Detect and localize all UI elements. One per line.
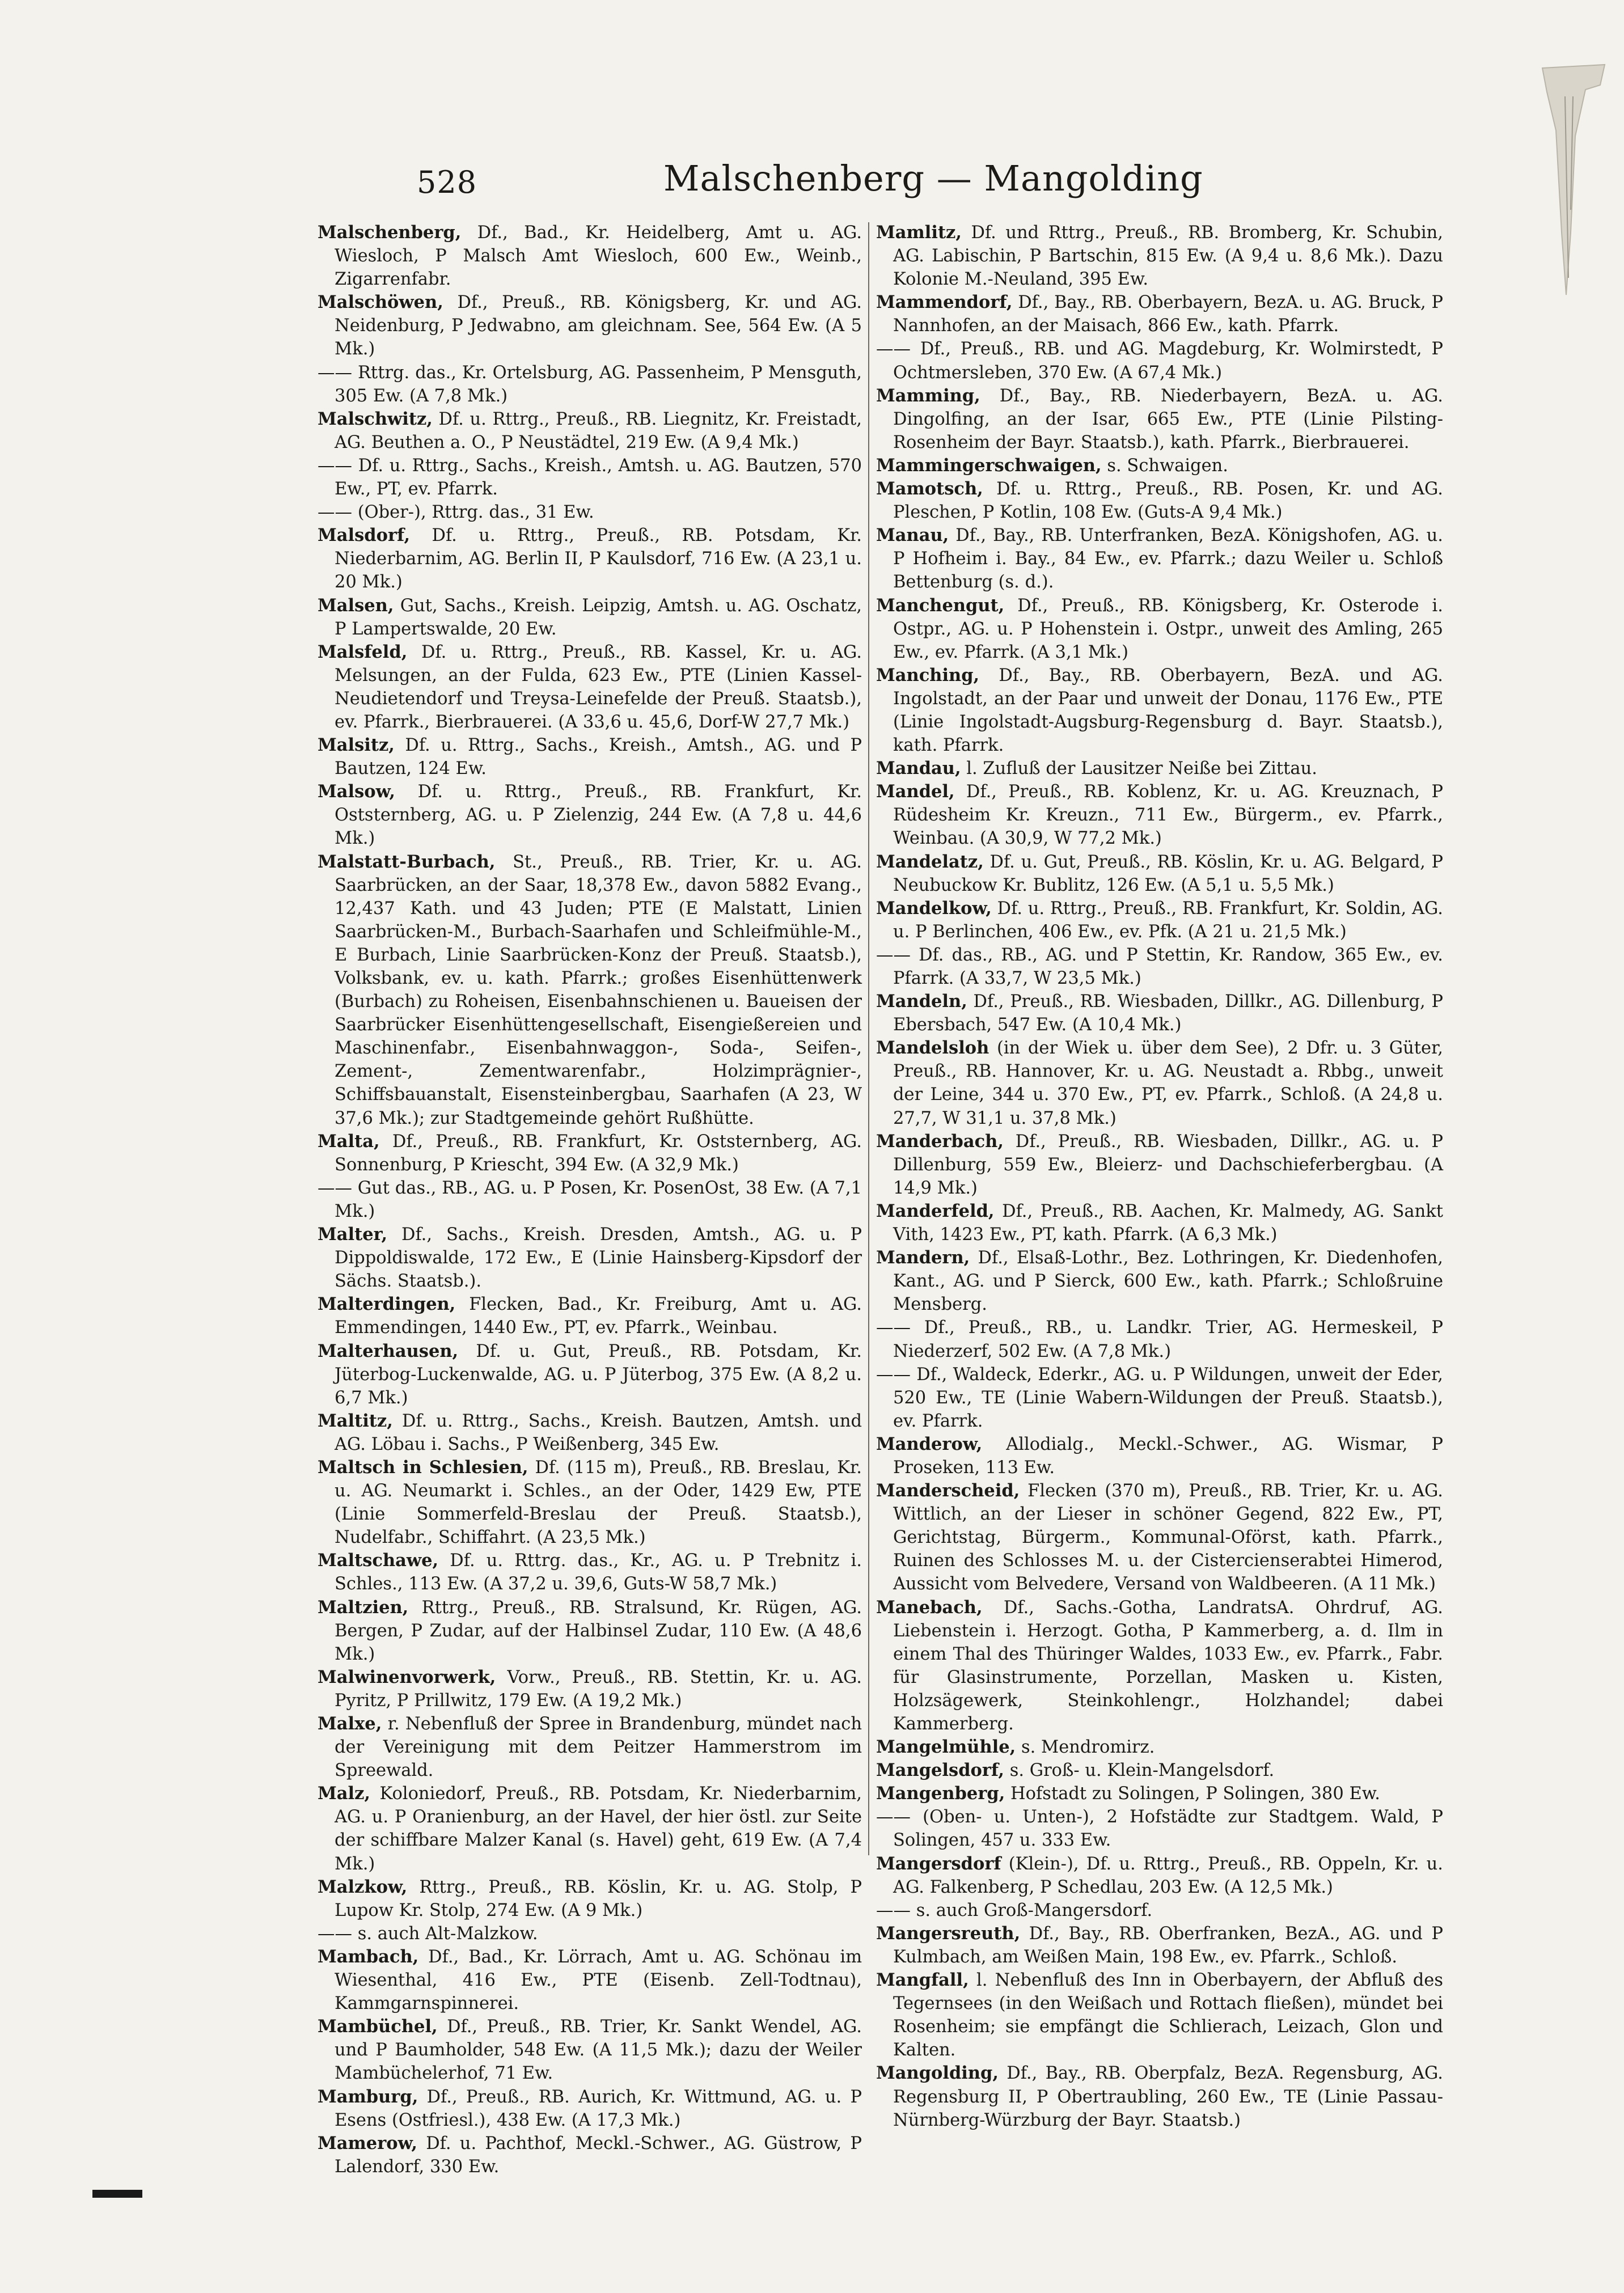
entry-headword: Mangfall, <box>876 1970 969 1991</box>
gazetteer-entry <box>318 454 862 501</box>
gazetteer-entry <box>318 1130 862 1177</box>
entry-text: —— (Oben- u. Unten-), 2 Hofstädte zur Stadtgem. Wald, P Solingen, 457 u. 333 Ew. <box>876 1807 1443 1851</box>
entry-text: —— Df., Preuß., RB. und AG. Magdeburg, Kr. Wolmirstedt, P Ochtmersleben, 370 Ew. (A 67,4 Mk.) <box>876 339 1443 383</box>
gazetteer-entry <box>318 1456 862 1549</box>
entry-text: l. Zufluß der Lausitzer Neiße bei Zittau. <box>961 759 1317 779</box>
entry-text: Df. u. Rttrg., Sachs., Kreish. Bautzen, Amtsh. und AG. Löbau i. Sachs., P Weißenberg, 345 Ew. <box>335 1411 862 1454</box>
entry-headword: Maltsch in Schlesien, <box>318 1457 528 1478</box>
gazetteer-entry <box>318 291 862 361</box>
gazetteer-entry <box>876 2062 1443 2131</box>
entry-headword: Malsow, <box>318 781 396 802</box>
entry-text: —— Df., Preuß., RB., u. Landkr. Trier, AG. Hermeskeil, P Niederzerf, 502 Ew. (A 7,8 Mk.) <box>876 1318 1443 1361</box>
gazetteer-entry <box>318 1596 862 1666</box>
entry-headword: Mammendorf, <box>876 292 1013 313</box>
entry-text: Df. u. Rttrg., Preuß., RB. Frankfurt, Kr. Soldin, AG. u. P Berlinchen, 406 Ew., ev. Pfk. (A 21 u. 21,5 Mk.) <box>893 898 1443 942</box>
gazetteer-entry <box>318 1782 862 1875</box>
entry-text: Df. u. Gut, Preuß., RB. Köslin, Kr. u. AG. Belgard, P Neubuckow Kr. Bublitz, 126 Ew. (A 5,1 u. 5,5 Mk.) <box>893 852 1443 895</box>
entry-text: —— s. auch Alt-Malzkow. <box>318 1923 538 1944</box>
entry-text: Df. u. Rttrg., Preuß., RB. Frankfurt, Kr. Oststernberg, AG. u. P Zielenzig, 244 Ew. (A 7,8 u. 44,6 Mk.) <box>335 782 862 849</box>
entry-text: Flecken (370 m), Preuß., RB. Trier, Kr. u. AG. Wittlich, an der Lieser in schöner Gegend, 822 Ew., PT, Gerichtstag, Bürgerm., Kommunal-Oförst, kath. Pfarrk., Ruinen des Schlosses M. u. der Cistercienserabtei Himerod, Aussicht vom Belvedere, Versand von Waldbeeren. (A 11 Mk.) <box>893 1481 1443 1594</box>
gazetteer-entry <box>876 1782 1443 1805</box>
entry-text: Df. u. Rttrg. das., Kr., AG. u. P Trebnitz i. Schles., 113 Ew. (A 37,2 u. 39,6, Guts-W 58,7 Mk.) <box>335 1551 862 1594</box>
gazetteer-entry <box>318 1549 862 1596</box>
gazetteer-entry <box>318 1945 862 2015</box>
entry-text: Df. u. Rttrg., Sachs., Kreish., Amtsh., AG. und P Bautzen, 124 Ew. <box>335 735 862 779</box>
entry-headword: Maltitz, <box>318 1410 393 1431</box>
gazetteer-entry <box>876 1852 1443 1899</box>
entry-text: Df. u. Rttrg., Preuß., RB. Kassel, Kr. u. AG. Melsungen, an der Fulda, 623 Ew., PTE (Linien Kassel-Neudietendorf und Treysa-Leinefelde der Preuß. Staatsb.), ev. Pfarrk., Bierbrauerei. (A 33,6 u. 45,6, Dorf-W 27,7 Mk.) <box>335 642 862 732</box>
entry-headword: Mandeln, <box>876 991 967 1012</box>
gazetteer-entry <box>876 1363 1443 1433</box>
gazetteer-entry <box>876 221 1443 291</box>
entry-text: St., Preuß., RB. Trier, Kr. u. AG. Saarbrücken, an der Saar, 18,378 Ew., davon 5882 Evang., 12,437 Kath. und 43 Juden; PTE (E Malstatt, Linien Saarbrücken-M., Burbach-Saarhafen und Schleifmühle-M., E Burbach, Linie Saarbrücken-Konz der Preuß. Staatsb.), Volksbank, ev. u. kath. Pfarrk.; großes Eisenhüttenwerk (Burbach) zu Roheisen, Eisenbahnschienen u. Baueisen der Saarbrücker Eisenhüttengesellschaft, Eisengießereien und Maschinenfabr., Eisenbahnwaggon-, Soda-, Seifen-, Zement-, Zementwarenfabr., Holzimprägnier-, Schiffsbauanstalt, Eisensteinbergbau, Saarhafen (A 23, W 37,6 Mk.); zur Stadtgemeinde gehört Rußhütte. <box>335 852 862 1128</box>
entry-headword: Malz, <box>318 1783 371 1804</box>
entry-text: Df., Preuß., RB. Trier, Kr. Sankt Wendel, AG. und P Baumholder, 548 Ew. (A 11,5 Mk.); dazu der Weiler Mambüchelerhof, 71 Ew. <box>335 2017 862 2084</box>
entry-text: Df., Bay., RB. Oberpfalz, BezA. Regensburg, AG. Regensburg II, P Obertraubling, 260 Ew., TE (Linie Passau-Nürnberg-Würzburg der Bayr. Staatsb.) <box>893 2063 1443 2130</box>
entry-text: Df., Preuß., RB. Königsberg, Kr. Osterode i. Ostpr., AG. u. P Hohenstein i. Ostpr., unweit des Amling, 265 Ew., ev. Pfarrk. (A 3,1 Mk.) <box>893 595 1443 662</box>
gazetteer-entry <box>876 897 1443 944</box>
entry-text: Df. u. Gut, Preuß., RB. Potsdam, Kr. Jüterbog-Luckenwalde, AG. u. P Jüterbog, 375 Ew. (A 8,2 u. 6,7 Mk.) <box>335 1341 862 1408</box>
entry-text: —— Rttrg. das., Kr. Ortelsburg, AG. Passenheim, P Mensguth, 305 Ew. (A 7,8 Mk.) <box>318 362 862 406</box>
entry-text: —— Gut das., RB., AG. u. P Posen, Kr. PosenOst, 38 Ew. (A 7,1 Mk.) <box>318 1178 862 1221</box>
entry-text: Df., Bay., RB. Oberfranken, BezA., AG. und P Kulmbach, am Weißen Main, 198 Ew., ev. Pfarrk., Schloß. <box>893 1923 1443 1967</box>
gazetteer-entry <box>876 944 1443 990</box>
entry-text: r. Nebenfluß der Spree in Brandenburg, mündet nach der Vereinigung mit dem Peitzer Hammerstrom im Spreewald. <box>335 1714 862 1781</box>
entry-headword: Mamlitz, <box>876 222 962 243</box>
gazetteer-entry <box>876 1316 1443 1363</box>
entry-text: Df., Preuß., RB. Frankfurt, Kr. Oststernberg, AG. Sonnenburg, P Kriescht, 394 Ew. (A 32,9 Mk.) <box>335 1131 862 1175</box>
gazetteer-entry <box>876 664 1443 757</box>
gazetteer-entry <box>318 1177 862 1223</box>
entry-headword: Malterdingen, <box>318 1294 456 1315</box>
gazetteer-entry <box>876 454 1443 477</box>
entry-headword: Mamming, <box>876 385 980 406</box>
gazetteer-entry <box>876 1969 1443 2062</box>
gazetteer-entry <box>876 780 1443 850</box>
entry-text: Df., Bay., RB. Oberbayern, BezA. u. AG. Bruck, P Nannhofen, an der Maisach, 866 Ew., kath. Pfarrk. <box>893 293 1443 336</box>
entry-text: Koloniedorf, Preuß., RB. Potsdam, Kr. Niederbarnim, AG. u. P Oranienburg, an der Havel, der hier östl. zur Seite der schiffbare Malzer Kanal (s. Havel) geht, 619 Ew. (A 7,4 Mk.) <box>335 1784 862 1874</box>
entry-headword: Mandelkow, <box>876 898 992 919</box>
entry-text: (Klein-), Df. u. Rttrg., Preuß., RB. Oppeln, Kr. u. AG. Falkenberg, P Schedlau, 203 Ew. (A 12,5 Mk.) <box>893 1854 1443 1897</box>
gazetteer-entry <box>876 1246 1443 1316</box>
entry-text: s. Schwaigen. <box>1101 455 1229 476</box>
entry-headword: Malstatt-Burbach, <box>318 851 496 872</box>
entry-headword: Malzkow, <box>318 1876 408 1897</box>
gazetteer-entry <box>318 2085 862 2132</box>
gazetteer-entry <box>318 594 862 641</box>
entry-headword: Mandel, <box>876 781 955 802</box>
entry-text: Hofstadt zu Solingen, P Solingen, 380 Ew. <box>1005 1784 1380 1804</box>
entry-text: Df., Preuß., RB. Wiesbaden, Dillkr., AG. Dillenburg, P Ebersbach, 547 Ew. (A 10,4 Mk.) <box>893 992 1443 1035</box>
entry-text: Df., Bay., RB. Oberbayern, BezA. und AG. Ingolstadt, an der Paar und unweit der Donau, 1176 Ew., PTE (Linie Ingolstadt-Augsburg-Regensburg d. Bayr. Staatsb.), kath. Pfarrk. <box>893 665 1443 756</box>
entry-headword: Malta, <box>318 1131 380 1152</box>
entry-text: s. Mendromirz. <box>1016 1737 1155 1758</box>
gazetteer-entry <box>876 1805 1443 1852</box>
entry-text: Df., Preuß., RB. Koblenz, Kr. u. AG. Kreuznach, P Rüdesheim Kr. Kreuzn., 711 Ew., Bürgerm., ev. Pfarrk., Weinbau. (A 30,9, W 77,2 Mk.) <box>893 782 1443 849</box>
entry-headword: Manau, <box>876 525 949 546</box>
gazetteer-entry <box>876 757 1443 780</box>
page-number: 528 <box>417 164 477 200</box>
gazetteer-entry <box>318 524 862 594</box>
entry-headword: Mandelatz, <box>876 851 984 872</box>
entry-headword: Mangolding, <box>876 2063 999 2084</box>
entry-headword: Manderow, <box>876 1433 983 1454</box>
gazetteer-entry <box>876 337 1443 384</box>
gazetteer-entry <box>318 641 862 734</box>
entry-headword: Mammingerschwaigen, <box>876 455 1102 476</box>
entry-headword: Mamotsch, <box>876 479 983 500</box>
gazetteer-entry <box>318 408 862 454</box>
entry-text: Df. (115 m), Preuß., RB. Breslau, Kr. u. AG. Neumarkt i. Schles., an der Oder, 1429 Ew, PTE (Linie Sommerfeld-Breslau der Preuß. Staatsb.), Nudelfabr., Schiffahrt. (A 23,5 Mk.) <box>335 1457 862 1548</box>
entry-headword: Mamerow, <box>318 2133 418 2154</box>
entry-headword: Malsfeld, <box>318 641 408 662</box>
entry-headword: Mangersdorf <box>876 1853 1001 1874</box>
entry-headword: Manderscheid, <box>876 1480 1020 1501</box>
gazetteer-entry <box>318 1410 862 1456</box>
gazetteer-entry <box>318 851 862 1130</box>
gazetteer-entry <box>318 2132 862 2178</box>
entry-headword: Mangersreuth, <box>876 1923 1021 1944</box>
entry-headword: Maltzien, <box>318 1597 409 1618</box>
entry-headword: Mandau, <box>876 758 961 779</box>
entry-text: Flecken, Bad., Kr. Freiburg, Amt u. AG. Emmendingen, 1440 Ew., PT, ev. Pfarrk., Weinbau. <box>335 1294 862 1338</box>
entry-headword: Malsdorf, <box>318 525 411 546</box>
entry-text: Df., Bay., RB. Niederbayern, BezA. u. AG. Dingolfing, an der Isar, 665 Ew., PTE (Linie Pilsting-Rosenheim der Bayr. Staatsb.), kath. Pfarrk., Bierbrauerei. <box>893 386 1443 452</box>
entry-text: —— s. auch Groß-Mangersdorf. <box>876 1900 1153 1920</box>
entry-headword: Manching, <box>876 665 980 686</box>
entry-text: Df., Preuß., RB. Wiesbaden, Dillkr., AG. u. P Dillenburg, 559 Ew., Bleierz- und Dachschieferbergbau. (A 14,9 Mk.) <box>893 1131 1443 1198</box>
gazetteer-entry <box>318 1922 862 1945</box>
torn-edge-mark <box>1531 62 1610 301</box>
entry-text: —— Df. u. Rttrg., Sachs., Kreish., Amtsh. u. AG. Bautzen, 570 Ew., PT, ev. Pfarrk. <box>318 455 862 500</box>
gazetteer-entry <box>876 1596 1443 1736</box>
margin-bar-mark <box>92 2190 142 2198</box>
entry-headword: Malsitz, <box>318 735 395 756</box>
entry-text: Df. u. Pachthof, Meckl.-Schwer., AG. Güstrow, P Lalendorf, 330 Ew. <box>335 2133 862 2177</box>
left-column <box>318 221 862 2178</box>
gazetteer-entry <box>876 524 1443 594</box>
entry-text: Df., Bad., Kr. Heidelberg, Amt u. AG. Wiesloch, P Malsch Amt Wiesloch, 600 Ew., Weinb., Zigarrenfabr. <box>335 223 862 290</box>
entry-text: —— Df., Waldeck, Ederkr., AG. u. P Wildungen, unweit der Eder, 520 Ew., TE (Linie Wabern-Wildungen der Preuß. Staatsb.), ev. Pfarrk. <box>876 1364 1443 1431</box>
entry-text: —— (Ober-), Rttrg. das., 31 Ew. <box>318 502 594 523</box>
entry-text: Df. u. Rttrg., Preuß., RB. Posen, Kr. und AG. Pleschen, P Kotlin, 108 Ew. (Guts-A 9,4 Mk.) <box>893 479 1443 523</box>
entry-text: Vorw., Preuß., RB. Stettin, Kr. u. AG. Pyritz, P Prillwitz, 179 Ew. (A 19,2 Mk.) <box>335 1667 862 1711</box>
gazetteer-entry <box>318 1223 862 1293</box>
entry-text: Df. u. Rttrg., Preuß., RB. Liegnitz, Kr. Freistadt, AG. Beuthen a. O., P Neustädtel, 219 Ew. (A 9,4 Mk.) <box>335 409 862 452</box>
entry-text: s. Groß- u. Klein-Mangelsdorf. <box>1004 1761 1275 1781</box>
entry-headword: Malschwitz, <box>318 408 433 429</box>
entry-headword: Malschenberg, <box>318 222 462 243</box>
entry-text: Rttrg., Preuß., RB. Stralsund, Kr. Rügen, AG. Bergen, P Zudar, auf der Halbinsel Zudar, 110 Ew. (A 48,6 Mk.) <box>335 1597 862 1664</box>
gazetteer-entry <box>876 1433 1443 1479</box>
gazetteer-entry <box>876 1922 1443 1969</box>
entry-text: Df., Bad., Kr. Lörrach, Amt u. AG. Schönau im Wiesenthal, 416 Ew., PTE (Eisenb. Zell-Todtnau), Kammgarnspinnerei. <box>335 1947 862 2014</box>
entry-text: Df., Bay., RB. Unterfranken, BezA. Königshofen, AG. u. P Hofheim i. Bay., 84 Ew., ev. Pfarrk.; dazu Weiler u. Schloß Bettenburg (s. d.). <box>893 526 1443 593</box>
entry-headword: Mambüchel, <box>318 2016 438 2037</box>
entry-text: Df., Preuß., RB. Aachen, Kr. Malmedy, AG. Sankt Vith, 1423 Ew., PT, kath. Pfarrk. (A 6,3 Mk.) <box>893 1201 1443 1245</box>
entry-text: Df., Preuß., RB. Aurich, Kr. Wittmund, AG. u. P Esens (Ostfriesl.), 438 Ew. (A 17,3 Mk.) <box>335 2087 862 2130</box>
entry-text: —— Df. das., RB., AG. und P Stettin, Kr. Randow, 365 Ew., ev. Pfarrk. (A 33,7, W 23,5 Mk.) <box>876 945 1443 988</box>
entry-headword: Mamburg, <box>318 2086 418 2107</box>
gazetteer-entry <box>318 780 862 850</box>
gazetteer-entry <box>318 2015 862 2085</box>
gazetteer-entry <box>318 1712 862 1782</box>
gazetteer-entry <box>876 594 1443 664</box>
gazetteer-entry <box>318 1666 862 1712</box>
gazetteer-entry <box>318 1293 862 1339</box>
entry-headword: Mangelmühle, <box>876 1737 1016 1758</box>
entry-text: Gut, Sachs., Kreish. Leipzig, Amtsh. u. AG. Oschatz, P Lampertswalde, 20 Ew. <box>335 595 862 639</box>
column-rule <box>868 222 869 1855</box>
gazetteer-entry <box>876 1200 1443 1246</box>
gazetteer-entry <box>876 1899 1443 1922</box>
entry-text: Allodialg., Meckl.-Schwer., AG. Wismar, P Proseken, 113 Ew. <box>893 1434 1443 1478</box>
entry-headword: Maltschawe, <box>318 1550 439 1571</box>
entry-text: l. Nebenfluß des Inn in Oberbayern, der Abfluß des Tegernsees (in den Weißach und Rottach fließen), mündet bei Rosenheim; sie empfängt die Schlierach, Leizach, Glon und Kalten. <box>893 1970 1443 2061</box>
entry-text: Df., Sachs.-Gotha, LandratsA. Ohrdruf, AG. Liebenstein i. Herzogt. Gotha, P Kammerberg, a. d. Ilm in einem Thal des Thüringer Waldes, 1033 Ew., ev. Pfarrk., Fabr. für Glasinstrumente, Porzellan, Masken u. Kisten, Holzsägewerk, Steinkohlengr., Holzhandel; dabei Kammerberg. <box>893 1597 1443 1734</box>
gazetteer-entry <box>318 734 862 780</box>
gazetteer-entry <box>876 1736 1443 1759</box>
entry-headword: Malter, <box>318 1224 388 1245</box>
entry-headword: Mambach, <box>318 1946 419 1967</box>
entry-text: (in der Wiek u. über dem See), 2 Dfr. u. 3 Güter, Preuß., RB. Hannover, Kr. u. AG. Neustadt a. Rbbg., unweit der Leine, 344 u. 370 Ew., PT, ev. Pfarrk., Schloß. (A 24,8 u. 27,7, W 31,1 u. 37,8 Mk.) <box>893 1038 1443 1128</box>
entry-text: Rttrg., Preuß., RB. Köslin, Kr. u. AG. Stolp, P Lupow Kr. Stolp, 274 Ew. (A 9 Mk.) <box>335 1877 862 1920</box>
gazetteer-entry <box>318 1876 862 1922</box>
gazetteer-entry <box>876 384 1443 454</box>
entry-headword: Mandern, <box>876 1247 970 1268</box>
running-head: Malschenberg — Mangolding <box>663 158 1203 199</box>
entry-text: Df., Preuß., RB. Königsberg, Kr. und AG. Neidenburg, P Jedwabno, am gleichnam. See, 564 Ew. (A 5 Mk.) <box>335 293 862 359</box>
entry-headword: Manderbach, <box>876 1131 1004 1152</box>
gazetteer-entry <box>876 851 1443 897</box>
entry-headword: Mandelsloh <box>876 1038 989 1059</box>
gazetteer-entry <box>318 501 862 524</box>
entry-headword: Manebach, <box>876 1597 983 1618</box>
entry-headword: Malschöwen, <box>318 292 443 313</box>
entry-text: Df. u. Rttrg., Preuß., RB. Potsdam, Kr. Niederbarnim, AG. Berlin II, P Kaulsdorf, 716 Ew. (A 23,1 u. 20 Mk.) <box>335 526 862 593</box>
entry-headword: Manchengut, <box>876 595 1005 616</box>
entry-headword: Malxe, <box>318 1714 382 1734</box>
gazetteer-entry <box>318 221 862 291</box>
entry-headword: Malsen, <box>318 595 394 616</box>
gazetteer-entry <box>876 291 1443 337</box>
entry-headword: Mangenberg, <box>876 1783 1005 1804</box>
entry-headword: Malwinenvorwerk, <box>318 1666 496 1687</box>
entry-headword: Manderfeld, <box>876 1200 995 1221</box>
gazetteer-entry <box>876 1759 1443 1782</box>
entry-text: Df., Elsaß-Lothr., Bez. Lothringen, Kr. Diedenhofen, Kant., AG. und P Sierck, 600 Ew., kath. Pfarrk.; Schloßruine Mensberg. <box>893 1248 1443 1315</box>
entry-text: Df. und Rttrg., Preuß., RB. Bromberg, Kr. Schubin, AG. Labischin, P Bartschin, 815 Ew. (A 9,4 u. 8,6 Mk.). Dazu Kolonie M.-Neuland, 395 Ew. <box>893 223 1443 290</box>
gazetteer-entry <box>876 1479 1443 1596</box>
gazetteer-entry <box>876 1130 1443 1200</box>
entry-headword: Mangelsdorf, <box>876 1760 1004 1781</box>
gazetteer-entry <box>876 990 1443 1036</box>
entry-text: Df., Sachs., Kreish. Dresden, Amtsh., AG. u. P Dippoldiswalde, 172 Ew., E (Linie Hainsberg-Kipsdorf der Sächs. Staatsb.). <box>335 1225 862 1292</box>
right-column <box>876 221 1443 2132</box>
gazetteer-entry <box>876 477 1443 524</box>
entry-headword: Malterhausen, <box>318 1340 459 1361</box>
gazetteer-entry <box>876 1036 1443 1129</box>
gazetteer-entry <box>318 1340 862 1410</box>
gazetteer-entry <box>318 361 862 408</box>
